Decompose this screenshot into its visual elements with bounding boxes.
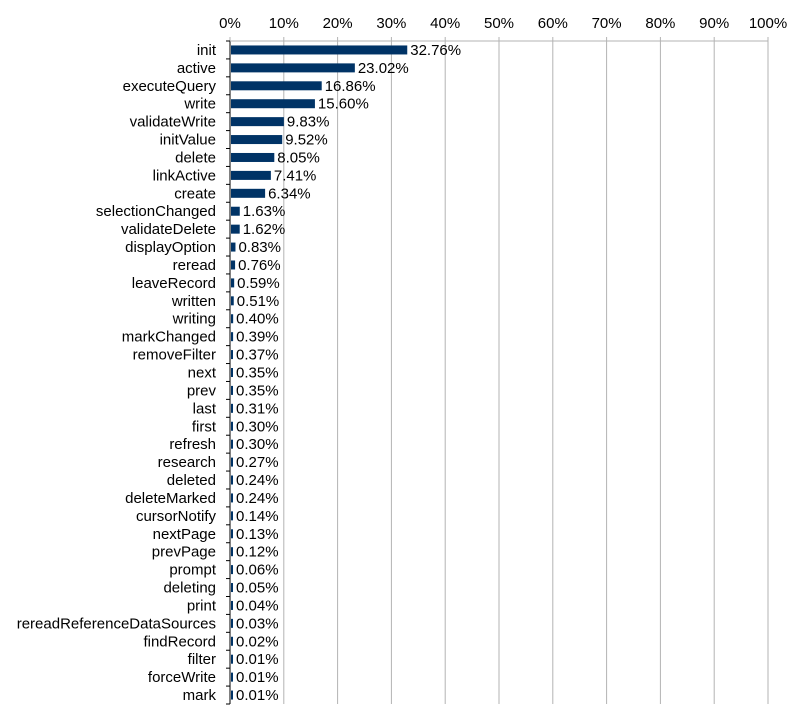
bar-writing xyxy=(231,314,233,323)
bar-findRecord xyxy=(231,637,233,646)
data-label-print: 0.04% xyxy=(236,597,279,615)
bar-deleteMarked xyxy=(231,493,233,502)
bar-mark xyxy=(231,691,233,700)
data-label-last: 0.31% xyxy=(236,400,279,418)
bar-deleted xyxy=(231,476,233,485)
data-label-initValue: 9.52% xyxy=(285,131,328,149)
data-label-nextPage: 0.13% xyxy=(236,525,279,543)
data-label-deleteMarked: 0.24% xyxy=(236,489,279,507)
category-label-displayOption: displayOption xyxy=(125,239,216,257)
category-label-write: write xyxy=(184,95,216,113)
data-label-init: 32.76% xyxy=(410,41,462,59)
bar-print xyxy=(231,601,233,610)
data-label-first: 0.30% xyxy=(236,418,279,436)
category-label-init: init xyxy=(196,41,216,59)
bar-write xyxy=(231,99,315,108)
category-label-forceWrite: forceWrite xyxy=(147,669,216,687)
category-label-create: create xyxy=(174,185,216,203)
data-label-linkActive: 7.41% xyxy=(273,167,317,185)
bar-initValue xyxy=(231,135,282,144)
x-tick-label: 20% xyxy=(322,15,353,32)
category-label-validateWrite: validateWrite xyxy=(129,113,216,131)
bar-linkActive xyxy=(231,171,271,180)
bar-last xyxy=(231,404,233,413)
category-label-nextPage: nextPage xyxy=(152,525,216,543)
data-label-markChanged: 0.39% xyxy=(236,328,279,346)
bar-delete xyxy=(231,153,274,162)
bar-research xyxy=(231,458,233,467)
data-label-prev: 0.35% xyxy=(236,382,279,400)
category-label-validateDelete: validateDelete xyxy=(120,221,216,239)
category-label-next: next xyxy=(187,364,216,382)
category-label-mark: mark xyxy=(182,687,216,705)
bar-init xyxy=(231,45,407,54)
data-label-removeFilter: 0.37% xyxy=(236,346,279,364)
category-label-markChanged: markChanged xyxy=(121,328,216,346)
x-tick-label: 30% xyxy=(376,15,407,32)
bar-nextPage xyxy=(231,529,233,538)
category-label-written: written xyxy=(171,292,216,310)
category-label-research: research xyxy=(157,454,216,472)
bar-first xyxy=(231,422,233,431)
category-label-executeQuery: executeQuery xyxy=(122,77,216,95)
x-tick-label: 50% xyxy=(483,15,515,32)
data-label-mark: 0.01% xyxy=(236,687,279,705)
category-label-active: active xyxy=(176,59,216,77)
category-label-prompt: prompt xyxy=(169,561,216,579)
category-label-prevPage: prevPage xyxy=(151,543,216,561)
category-label-initValue: initValue xyxy=(159,131,216,149)
data-label-validateWrite: 9.83% xyxy=(286,113,330,131)
data-label-findRecord: 0.02% xyxy=(236,633,279,651)
data-label-reread: 0.76% xyxy=(238,256,281,274)
data-label-cursorNotify: 0.14% xyxy=(236,507,279,525)
category-label-cursorNotify: cursorNotify xyxy=(135,507,216,525)
data-label-leaveRecord: 0.59% xyxy=(237,274,280,292)
category-label-findRecord: findRecord xyxy=(143,633,216,651)
bar-refresh xyxy=(231,440,233,449)
data-label-prevPage: 0.12% xyxy=(236,543,279,561)
bar-leaveRecord xyxy=(231,278,234,287)
category-label-filter: filter xyxy=(187,651,216,669)
bar-prevPage xyxy=(231,547,233,556)
category-label-deleted: deleted xyxy=(166,472,216,490)
category-label-prev: prev xyxy=(186,382,216,400)
bar-prev xyxy=(231,386,233,395)
category-label-linkActive: linkActive xyxy=(152,167,216,185)
bar-cursorNotify xyxy=(231,511,233,520)
data-label-executeQuery: 16.86% xyxy=(324,77,376,95)
x-tick-label: 40% xyxy=(430,15,461,32)
category-label-refresh: refresh xyxy=(169,436,216,454)
data-label-deleting: 0.05% xyxy=(236,579,279,597)
data-label-create: 6.34% xyxy=(268,185,311,203)
bar-forceWrite xyxy=(231,673,233,682)
category-label-selectionChanged: selectionChanged xyxy=(95,203,216,221)
x-tick-label: 100% xyxy=(748,15,788,32)
bar-displayOption xyxy=(231,243,235,252)
data-label-active: 23.02% xyxy=(357,59,409,77)
category-label-delete: delete xyxy=(175,149,216,167)
category-label-reread: reread xyxy=(172,256,216,274)
category-label-deleteMarked: deleteMarked xyxy=(125,489,216,507)
bar-reread xyxy=(231,260,235,269)
x-tick-label: 80% xyxy=(645,15,676,32)
category-label-removeFilter: removeFilter xyxy=(132,346,216,364)
bar-removeFilter xyxy=(231,350,233,359)
data-label-next: 0.35% xyxy=(236,364,279,382)
bar-rereadReferenceDataSources xyxy=(231,619,233,628)
bar-active xyxy=(231,63,355,72)
bar-next xyxy=(231,368,233,377)
data-label-delete: 8.05% xyxy=(277,149,320,167)
category-label-rereadReferenceDataSources: rereadReferenceDataSources xyxy=(16,615,216,633)
data-label-selectionChanged: 1.63% xyxy=(242,203,286,221)
data-label-research: 0.27% xyxy=(236,454,279,472)
data-label-validateDelete: 1.62% xyxy=(242,221,286,239)
data-label-deleted: 0.24% xyxy=(236,472,279,490)
data-label-rereadReferenceDataSources: 0.03% xyxy=(236,615,279,633)
data-label-write: 15.60% xyxy=(317,95,369,113)
bar-markChanged xyxy=(231,332,233,341)
bar-validateWrite xyxy=(231,117,284,126)
x-tick-label: 70% xyxy=(591,15,622,32)
bar-selectionChanged xyxy=(231,207,240,216)
bar-create xyxy=(231,189,265,198)
category-label-deleting: deleting xyxy=(163,579,216,597)
data-label-filter: 0.01% xyxy=(236,651,279,669)
bar-prompt xyxy=(231,565,233,574)
x-tick-label: 0% xyxy=(219,15,241,32)
category-label-print: print xyxy=(186,597,216,615)
bar-filter xyxy=(231,655,233,664)
data-label-writing: 0.40% xyxy=(236,310,279,328)
bar-written xyxy=(231,296,234,305)
data-label-written: 0.51% xyxy=(236,292,280,310)
bar-executeQuery xyxy=(231,81,322,90)
bar-validateDelete xyxy=(231,225,240,234)
category-label-leaveRecord: leaveRecord xyxy=(131,274,216,292)
data-label-displayOption: 0.83% xyxy=(238,239,282,257)
x-tick-label: 10% xyxy=(268,15,299,32)
data-label-refresh: 0.30% xyxy=(236,436,279,454)
x-tick-label: 90% xyxy=(699,15,730,32)
bar-deleting xyxy=(231,583,233,592)
data-label-prompt: 0.06% xyxy=(236,561,279,579)
category-label-writing: writing xyxy=(172,310,216,328)
data-label-forceWrite: 0.01% xyxy=(236,669,279,687)
x-tick-label: 60% xyxy=(537,15,568,32)
category-label-first: first xyxy=(191,418,216,436)
category-label-last: last xyxy=(192,400,216,418)
